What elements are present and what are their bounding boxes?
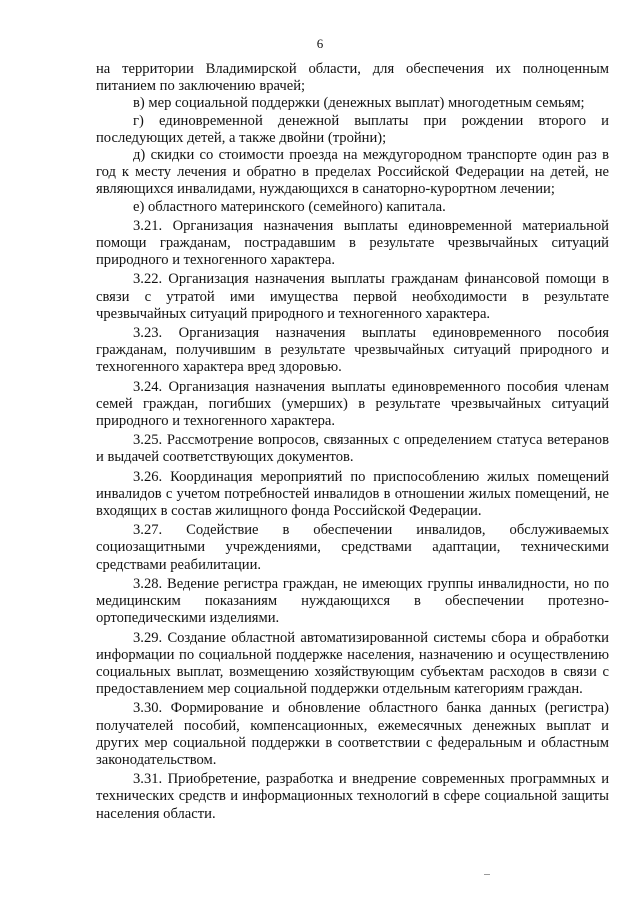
paragraph: 3.26. Координация мероприятий по приспособлению жилых помещений инвалидов с учетом потребностей инвалидов в отношении жилых помещений, не входящих в состав жилищного фонда Российской Федерации. — [96, 468, 609, 520]
paragraph: 3.21. Организация назначения выплаты единовременной материальной помощи гражданам, пострадавшим в результате чрезвычайных ситуаций природного и техногенного характера. — [96, 217, 609, 269]
paragraph: на территории Владимирской области, для обеспечения их полноценным питанием по заключению врачей; — [96, 61, 609, 95]
paragraph: 3.23. Организация назначения выплаты единовременного пособия гражданам, получившим в результате чрезвычайных ситуаций природного и техногенного характера вред здоровью. — [96, 325, 609, 376]
paragraph: е) областного материнского (семейного) капитала. — [133, 198, 446, 215]
paragraph: 3.30. Формирование и обновление областного банка данных (регистра) получателей пособий, компенсационных, ежемесячных денежных выплат и других мер социальной поддержки в соответствии с федеральным и областным законодательством. — [96, 700, 609, 768]
scan-mark — [484, 874, 490, 875]
page-number: 6 — [316, 36, 324, 51]
paragraph: 3.27. Содействие в обеспечении инвалидов, обслуживаемых социозащитными учреждениями, средствами адаптации, техническими средствами реабилитации. — [96, 522, 609, 573]
paragraph: г) единовременной денежной выплаты при рождении второго и последующих детей, а также двойни (тройни); — [96, 112, 609, 146]
paragraph: 3.22. Организация назначения выплаты гражданам финансовой помощи в связи с утратой ими имущества первой необходимости в результате чрезвычайных ситуаций природного и техногенного характера. — [96, 271, 609, 322]
paragraph: 3.25. Рассмотрение вопросов, связанных с определением статуса ветеранов и выдачей соответствующих документов. — [96, 432, 609, 466]
document-body — [96, 61, 609, 823]
paragraph: д) скидки со стоимости проезда на междугородном транспорте один раз в год к месту лечения и обратно в пределах Российской Федерации на детей, не являющихся инвалидами, нуждающихся в санаторно-курортном лечении; — [96, 147, 609, 198]
paragraph: 3.29. Создание областной автоматизированной системы сбора и обработки информации по социальной поддержке населения, назначению и осуществлению социальных выплат, возмещению хозяйствующим субъектам расходов в связи с предоставлением мер социальной поддержки отдельным категориям граждан. — [96, 629, 609, 698]
paragraph: 3.28. Ведение регистра граждан, не имеющих группы инвалидности, но по медицинским показаниям нуждающихся в обеспечении протезно-ортопедическими изделиями. — [96, 575, 609, 627]
paragraph: 3.31. Приобретение, разработка и внедрение современных программных и технических средств и информационных технологий в сфере социальной защиты населения области. — [96, 771, 609, 822]
paragraph: в) мер социальной поддержки (денежных выплат) многодетным семьям; — [133, 95, 585, 112]
paragraph: 3.24. Организация назначения выплаты единовременного пособия членам семей граждан, погибших (умерших) в результате чрезвычайных ситуаций природного и техногенного характера. — [96, 378, 609, 430]
